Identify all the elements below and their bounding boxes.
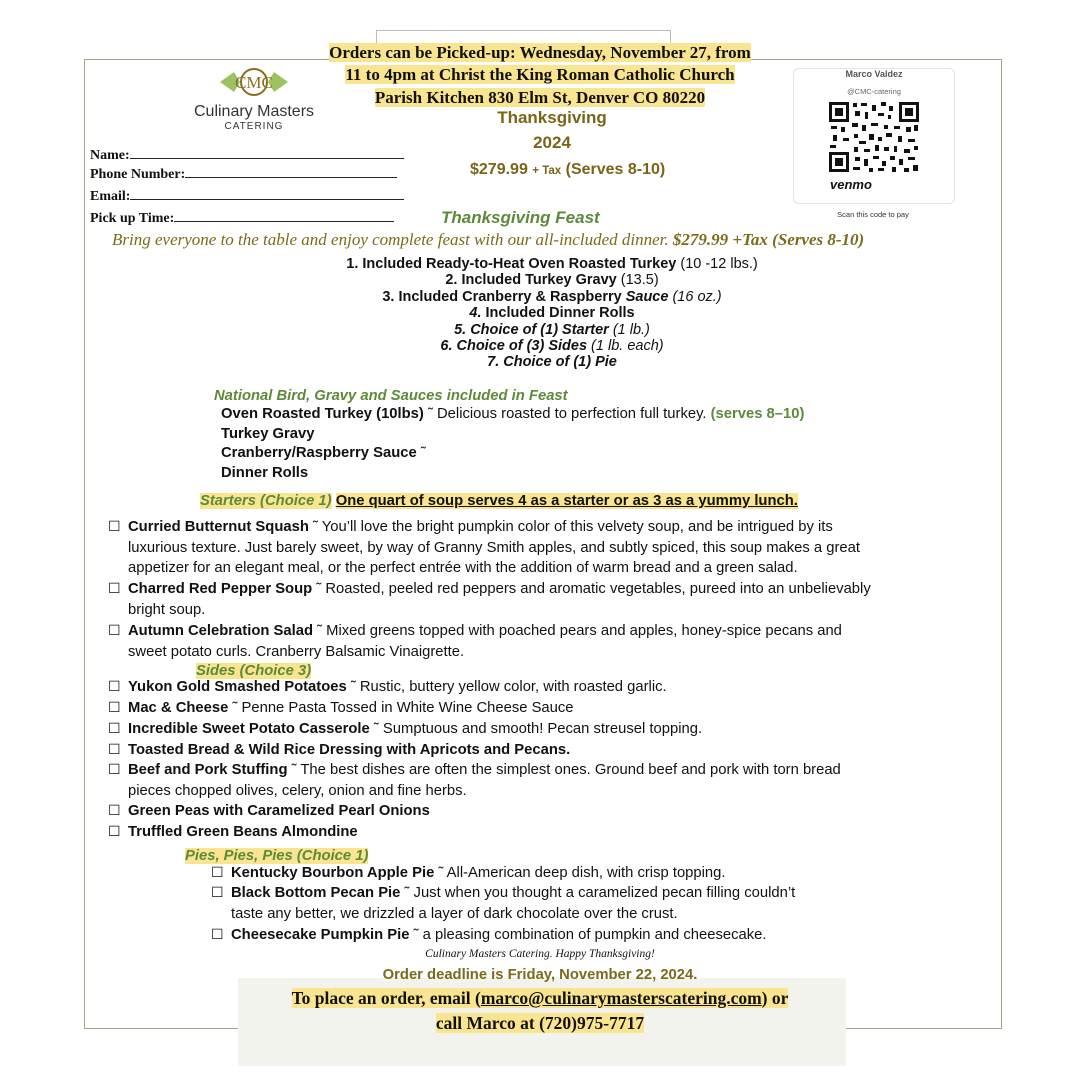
menu-item-name: Toasted Bread & Wild Rice Dressing with Apricots and Pecans. <box>128 742 571 758</box>
header-price: $279.99 + Tax (Serves 8-10) <box>470 161 666 178</box>
email-field[interactable] <box>90 187 404 205</box>
checkbox[interactable]: ☐ <box>108 803 121 819</box>
cranberry-line: Cranberry/Raspberry Sauce ˜ <box>221 445 426 461</box>
name-line[interactable] <box>130 146 404 159</box>
included-item: 6. Choice of (3) Sides (1 lb. each) <box>440 338 664 355</box>
menu-item-desc-line: luxurious texture. Just barely sweet, by way of Granny Smith apples, and subtly spiced, this soup makes a great <box>128 539 860 556</box>
logo-sub: CATERING <box>224 121 284 132</box>
menu-item-desc: ˜ Penne Pasta Tossed in White Wine Cheese Sauce <box>228 700 574 716</box>
venmo-handle: @CMC-catering <box>847 87 901 96</box>
sides-heading: Sides (Choice 3) <box>196 663 312 679</box>
pickup-time-line[interactable] <box>174 209 394 222</box>
menu-item-name: Cheesecake Pumpkin Pie <box>231 927 410 943</box>
pickup-time-label: Pick up Time: <box>90 211 175 226</box>
included-list <box>200 256 904 371</box>
logo <box>175 66 333 132</box>
email-line[interactable] <box>130 187 404 200</box>
email-label: Email: <box>90 189 131 204</box>
menu-item-desc-line: appetizer for an elegant meal, or the perfect entrée with the addition of warm bread and a green salad. <box>128 560 798 577</box>
menu-item-name: Green Peas with Caramelized Pearl Onions <box>128 803 430 819</box>
menu-item-desc: ˜ Sumptuous and smooth! Pecan streusel topping. <box>369 721 703 737</box>
pies-heading: Pies, Pies, Pies (Choice 1) <box>185 848 369 864</box>
venmo-scan-text: Scan this code to pay <box>837 210 909 219</box>
menu-item-desc: ˜ All-American deep dish, with crisp topping. <box>434 865 726 881</box>
checkbox[interactable]: ☐ <box>108 581 121 597</box>
feast-tagline: Bring everyone to the table and enjoy complete feast with our all-included dinner. $279.99 +Tax (Serves 8-10) <box>112 230 865 249</box>
checkbox[interactable]: ☐ <box>108 623 121 639</box>
venmo-card[interactable] <box>793 68 955 204</box>
turkey-line: Oven Roasted Turkey (10lbs) ˜ Delicious roasted to perfection full turkey. (serves 8–10) <box>221 406 805 422</box>
menu-item-name: Mac & Cheese <box>128 700 229 716</box>
pickup-line-2: 11 to 4pm at Christ the King Roman Catholic Church <box>345 65 735 84</box>
pickup-time-field[interactable] <box>90 209 394 227</box>
checkbox[interactable]: ☐ <box>108 519 121 535</box>
footer-thanks: Culinary Masters Catering. Happy Thanksgiving! <box>425 948 655 960</box>
national-heading: National Bird, Gravy and Sauces included in Feast <box>214 388 568 404</box>
menu-item-desc: ˜ You’ll love the bright pumpkin color of this velvety soup, and be intrigued by its <box>308 519 833 535</box>
included-item: 4. Included Dinner Rolls <box>469 305 635 322</box>
checkbox[interactable]: ☐ <box>108 742 121 758</box>
included-item: 3. Included Cranberry & Raspberry Sauce (16 oz.) <box>382 288 722 305</box>
feast-title: Thanksgiving Feast <box>441 208 600 227</box>
logo-monogram-text: CMC <box>235 73 273 92</box>
checkbox[interactable]: ☐ <box>211 865 224 881</box>
header-year: 2024 <box>533 133 571 152</box>
venmo-logo: venmo <box>830 177 872 192</box>
menu-item-desc-line: bright soup. <box>128 601 206 618</box>
starters-heading: Starters (Choice 1) One quart of soup serves 4 as a starter or as 3 as a yummy lunch. <box>200 493 798 509</box>
included-item: 2. Included Turkey Gravy (13.5) <box>445 272 659 289</box>
name-label: Name: <box>90 148 130 163</box>
menu-item-name: Charred Red Pepper Soup <box>128 581 313 597</box>
checkbox[interactable]: ☐ <box>211 885 224 901</box>
checkbox[interactable]: ☐ <box>108 762 121 778</box>
menu-item-name: Yukon Gold Smashed Potatoes <box>128 679 347 695</box>
menu-item-desc-line: taste any better, we drizzled a layer of dark chocolate over the crust. <box>231 905 678 922</box>
logo-monogram-icon <box>214 66 294 98</box>
menu-item-desc: ˜ Roasted, peeled red peppers and aromatic vegetables, pureed into an unbelievably <box>312 581 871 597</box>
phone-line[interactable] <box>185 165 397 178</box>
order-line: To place an order, email (marco@culinarymasterscatering.com) or <box>291 988 789 1008</box>
phone-field[interactable] <box>90 165 397 183</box>
pickup-line-3: Parish Kitchen 830 Elm St, Denver CO 80220 <box>374 88 706 107</box>
included-item: 7. Choice of (1) Pie <box>487 354 617 371</box>
pickup-line-1: Orders can be Picked-up: Wednesday, November 27, from <box>329 43 751 62</box>
checkbox[interactable]: ☐ <box>108 721 121 737</box>
checkbox[interactable]: ☐ <box>108 679 121 695</box>
menu-item-name: Incredible Sweet Potato Casserole <box>128 721 370 737</box>
menu-item-name: Autumn Celebration Salad <box>128 623 313 639</box>
menu-item-name: Black Bottom Pecan Pie <box>231 885 401 901</box>
menu-item-desc: ˜ Rustic, buttery yellow color, with roasted garlic. <box>346 679 667 695</box>
menu-item-desc-line: sweet potato curls. Cranberry Balsamic Vinaigrette. <box>128 643 465 660</box>
email-link[interactable]: marco@culinarymasterscatering.com <box>480 988 762 1008</box>
checkbox[interactable]: ☐ <box>108 824 121 840</box>
menu-item-desc: ˜ a pleasing combination of pumpkin and cheesecake. <box>409 927 767 943</box>
qr-code-icon <box>828 101 920 173</box>
menu-item-desc: ˜ The best dishes are often the simplest ones. Ground beef and pork with torn bread <box>287 762 841 778</box>
rolls-line: Dinner Rolls <box>221 465 309 481</box>
menu-item-desc-line: pieces chopped olives, celery, onion and fine herbs. <box>128 782 467 799</box>
included-item: 1. Included Ready-to-Heat Oven Roasted Turkey (10 -12 lbs.) <box>346 256 758 272</box>
menu-item-name: Beef and Pork Stuffing <box>128 762 288 778</box>
phone-label: Phone Number: <box>90 167 186 182</box>
included-item: 5. Choice of (1) Starter (1 lb.) <box>454 321 650 338</box>
menu-item-desc: ˜ Just when you thought a caramelized pecan filling couldn’t <box>400 885 796 901</box>
menu-item-desc: ˜ Mixed greens topped with poached pears and apples, honey-spice pecans and <box>312 623 842 639</box>
header-title: Thanksgiving <box>497 108 607 127</box>
order-deadline: Order deadline is Friday, November 22, 2024. <box>382 967 698 983</box>
name-field[interactable] <box>90 146 404 164</box>
gravy-line: Turkey Gravy <box>221 426 315 442</box>
checkbox[interactable]: ☐ <box>211 927 224 943</box>
checkbox[interactable]: ☐ <box>108 700 121 716</box>
menu-item-name: Truffled Green Beans Almondine <box>128 824 358 840</box>
logo-name: Culinary Masters <box>193 103 315 120</box>
menu-item-name: Kentucky Bourbon Apple Pie <box>231 865 435 881</box>
venmo-name: Marco Valdez <box>845 69 903 79</box>
menu-item-name: Curried Butternut Squash <box>128 519 309 535</box>
call-line: call Marco at (720)975-7717 <box>435 1013 645 1033</box>
